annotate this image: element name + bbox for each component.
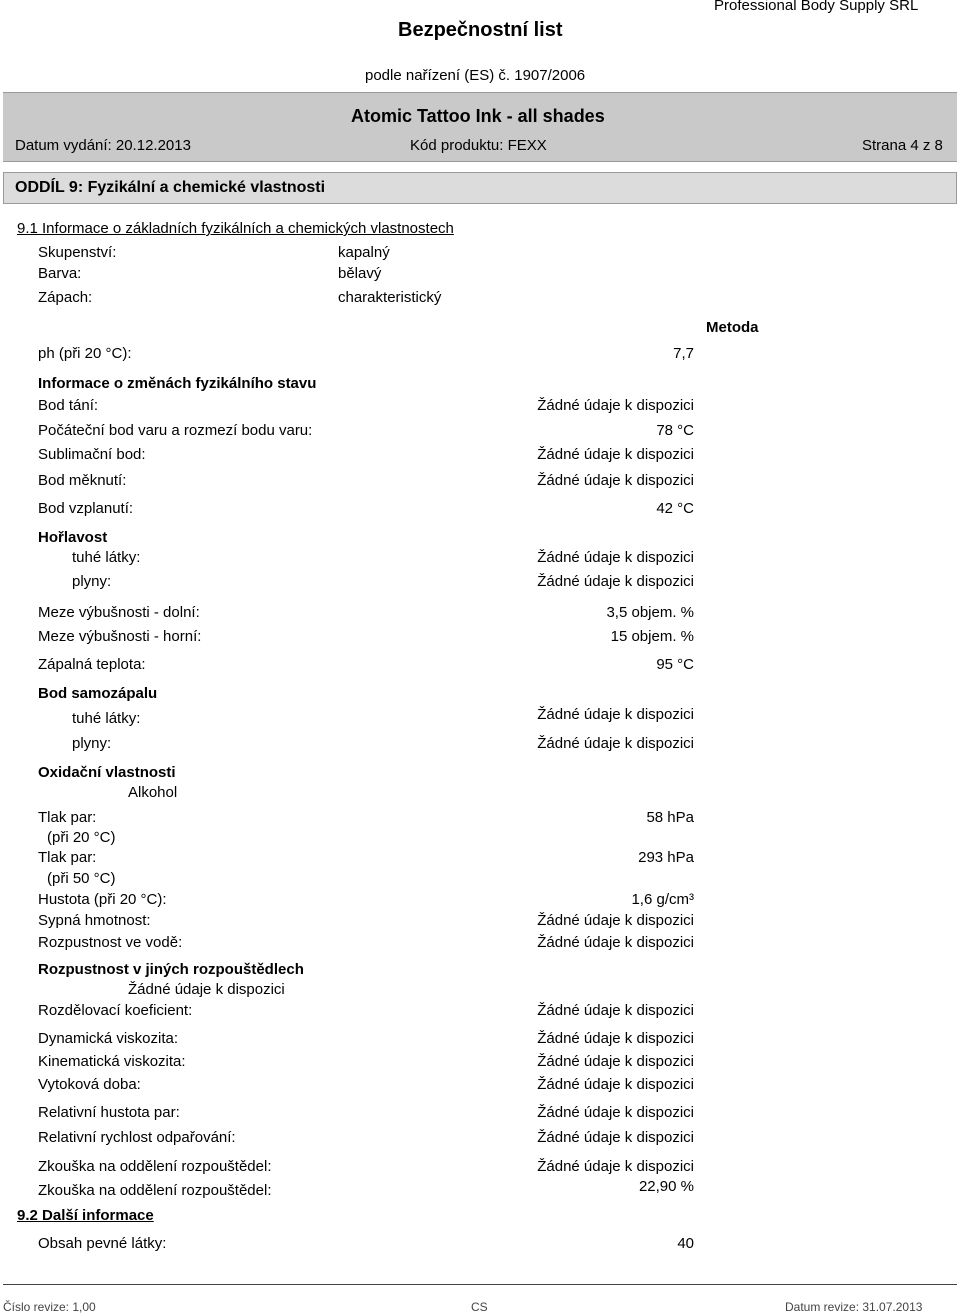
water-solubility-value: Žádné údaje k dispozici <box>537 934 694 951</box>
sublimation-label: Sublimační bod: <box>38 446 146 463</box>
auto-solid-value: Žádné údaje k dispozici <box>537 706 694 723</box>
product-name: Atomic Tattoo Ink - all shades <box>351 106 605 126</box>
solvent-solubility-heading: Rozpustnost v jiných rozpouštědlech <box>38 961 304 978</box>
language-code: CS <box>471 1300 488 1314</box>
kin-viscosity-label: Kinematická viskozita: <box>38 1053 186 1070</box>
solid-content-value: 40 <box>677 1235 694 1252</box>
expl-lower-label: Meze výbušnosti - dolní: <box>38 604 200 621</box>
color-label: Barva: <box>38 265 82 282</box>
melting-label: Bod tání: <box>38 397 99 414</box>
solvent-separation-label-2: Zkouška na oddělení rozpouštědel: <box>38 1182 272 1199</box>
flow-time-value: Žádné údaje k dispozici <box>537 1076 694 1093</box>
issue-date: Datum vydání: 20.12.2013 <box>15 137 191 154</box>
document-title: Bezpečnostní list <box>398 19 563 41</box>
sublimation-value: Žádné údaje k dispozici <box>537 446 694 463</box>
auto-solid-label: tuhé látky: <box>72 710 141 727</box>
state-change-heading: Informace o změnách fyzikálního stavu <box>38 375 317 392</box>
flam-solid-value: Žádné údaje k dispozici <box>537 549 694 566</box>
oxidizing-heading: Oxidační vlastnosti <box>38 764 176 781</box>
state-label: Skupenství: <box>38 244 117 261</box>
water-solubility-label: Rozpustnost ve vodě: <box>38 934 183 951</box>
softening-label: Bod měknutí: <box>38 472 127 489</box>
vapor-pressure-20-value: 58 hPa <box>646 809 694 826</box>
auto-gas-label: plyny: <box>72 735 112 752</box>
footer-divider <box>3 1284 957 1285</box>
solvent-solubility-value: Žádné údaje k dispozici <box>128 981 285 998</box>
subsection-9-2-title: 9.2 Další informace <box>17 1207 154 1224</box>
bulk-density-label: Sypná hmotnost: <box>38 912 151 929</box>
boiling-label: Počáteční bod varu a rozmezí bodu varu: <box>38 422 313 439</box>
ignition-label: Zápalná teplota: <box>38 656 146 673</box>
vapor-pressure-20-label: Tlak par: <box>38 809 97 826</box>
odor-value: charakteristický <box>338 289 442 306</box>
evap-rate-label: Relativní rychlost odpařování: <box>38 1129 236 1146</box>
vapor-density-label: Relativní hustota par: <box>38 1104 180 1121</box>
expl-upper-label: Meze výbušnosti - horní: <box>38 628 202 645</box>
softening-value: Žádné údaje k dispozici <box>537 472 694 489</box>
auto-gas-value: Žádné údaje k dispozici <box>537 735 694 752</box>
partition-value: Žádné údaje k dispozici <box>537 1002 694 1019</box>
company-name: Professional Body Supply SRL <box>714 0 919 14</box>
vapor-pressure-50-label: Tlak par: <box>38 849 97 866</box>
regulation-text: podle nařízení (ES) č. 1907/2006 <box>365 67 586 84</box>
solvent-separation-value-1: Žádné údaje k dispozici <box>537 1158 694 1175</box>
ph-value: 7,7 <box>673 345 694 362</box>
melting-value: Žádné údaje k dispozici <box>537 397 694 414</box>
vapor-density-value: Žádné údaje k dispozici <box>537 1104 694 1121</box>
flam-gas-value: Žádné údaje k dispozici <box>537 573 694 590</box>
revision-date: Datum revize: 31.07.2013 <box>785 1300 923 1314</box>
autoignition-heading: Bod samozápalu <box>38 685 158 702</box>
solvent-separation-label-1: Zkouška na oddělení rozpouštědel: <box>38 1158 272 1175</box>
state-value: kapalný <box>338 244 390 261</box>
flash-value: 42 °C <box>656 500 694 517</box>
flam-solid-label: tuhé látky: <box>72 549 141 566</box>
flow-time-label: Vytoková doba: <box>38 1076 141 1093</box>
subsection-9-1-title: 9.1 Informace o základních fyzikálních a chemických vlastnostech <box>17 220 454 237</box>
dyn-viscosity-label: Dynamická viskozita: <box>38 1030 179 1047</box>
flammability-heading: Hořlavost <box>38 529 108 546</box>
expl-upper-value: 15 objem. % <box>610 628 694 645</box>
revision-number: Číslo revize: 1,00 <box>3 1300 96 1314</box>
section-title: ODDÍL 9: Fyzikální a chemické vlastnosti <box>15 179 326 196</box>
odor-label: Zápach: <box>38 289 93 306</box>
page-number: Strana 4 z 8 <box>862 137 943 154</box>
bulk-density-value: Žádné údaje k dispozici <box>537 912 694 929</box>
flam-gas-label: plyny: <box>72 573 112 590</box>
density-label: Hustota (při 20 °C): <box>38 891 167 908</box>
solid-content-label: Obsah pevné látky: <box>38 1235 167 1252</box>
color-value: bělavý <box>338 265 382 282</box>
kin-viscosity-value: Žádné údaje k dispozici <box>537 1053 694 1070</box>
ph-label: ph (při 20 °C): <box>38 345 132 362</box>
evap-rate-value: Žádné údaje k dispozici <box>537 1129 694 1146</box>
method-header: Metoda <box>706 319 759 336</box>
density-value: 1,6 g/cm³ <box>631 891 694 908</box>
product-code: Kód produktu: FEXX <box>410 137 547 154</box>
flash-label: Bod vzplanutí: <box>38 500 134 517</box>
boiling-value: 78 °C <box>656 422 694 439</box>
oxidizing-value: Alkohol <box>128 784 178 801</box>
ignition-value: 95 °C <box>656 656 694 673</box>
solvent-separation-value-2: 22,90 % <box>638 1178 694 1195</box>
vapor-pressure-50-value: 293 hPa <box>638 849 694 866</box>
vapor-pressure-50-cond: (při 50 °C) <box>47 870 116 887</box>
vapor-pressure-20-cond: (při 20 °C) <box>47 829 116 846</box>
dyn-viscosity-value: Žádné údaje k dispozici <box>537 1030 694 1047</box>
partition-label: Rozdělovací koeficient: <box>38 1002 193 1019</box>
expl-lower-value: 3,5 objem. % <box>606 604 694 621</box>
